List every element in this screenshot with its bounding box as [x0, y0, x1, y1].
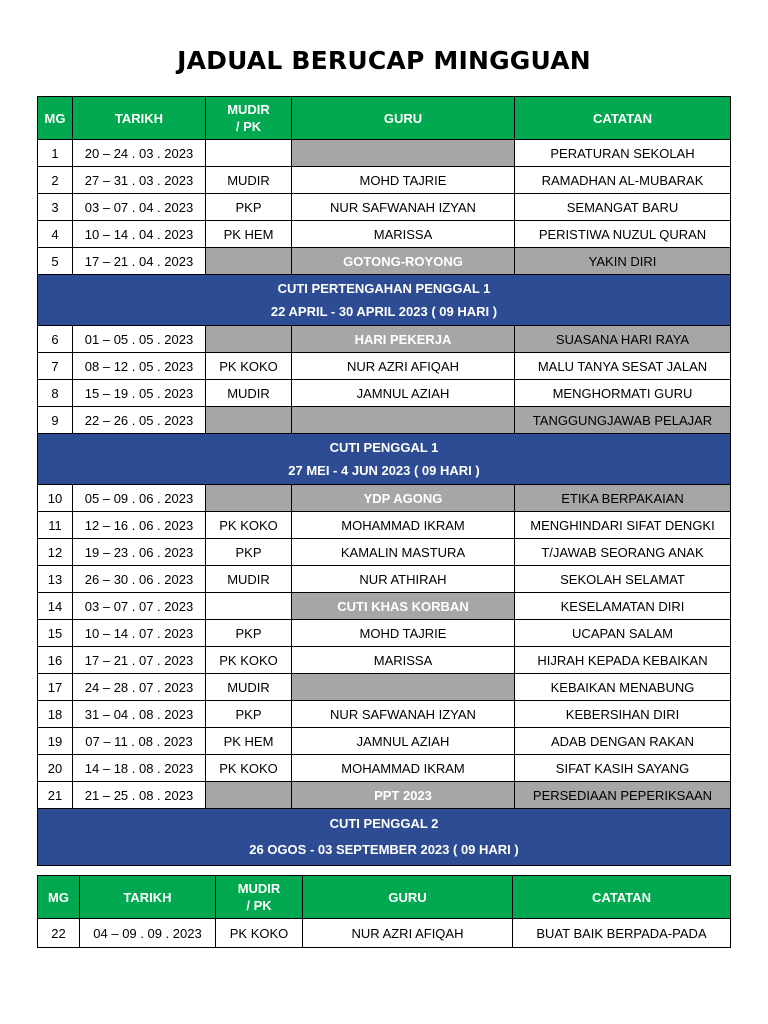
cell-catatan: SUASANA HARI RAYA [515, 326, 731, 353]
cell-tarikh: 24 – 28 . 07 . 2023 [73, 674, 206, 701]
cell-guru: NUR SAFWANAH IZYAN [292, 701, 515, 728]
table-row [38, 380, 731, 407]
cell-mudir: PK KOKO [206, 755, 292, 782]
cell-guru: NUR ATHIRAH [292, 566, 515, 593]
cell-mg: 1 [38, 140, 73, 167]
table-row [38, 407, 731, 434]
cell-mg: 12 [38, 539, 73, 566]
table-row [38, 194, 731, 221]
cell-guru: JAMNUL AZIAH [292, 728, 515, 755]
cell-catatan: MALU TANYA SESAT JALAN [515, 353, 731, 380]
cell-mg: 5 [38, 248, 73, 275]
table-row [38, 919, 731, 948]
cell-tarikh: 14 – 18 . 08 . 2023 [73, 755, 206, 782]
cell-tarikh: 15 – 19 . 05 . 2023 [73, 380, 206, 407]
cell-tarikh: 22 – 26 . 05 . 2023 [73, 407, 206, 434]
cell-mudir: PK HEM [206, 221, 292, 248]
cell-guru: MOHAMMAD IKRAM [292, 755, 515, 782]
cell-tarikh: 26 – 30 . 06 . 2023 [73, 566, 206, 593]
cell-tarikh: 05 – 09 . 06 . 2023 [73, 485, 206, 512]
cell-mudir [206, 140, 292, 167]
cell-guru: KAMALIN MASTURA [292, 539, 515, 566]
cell-catatan: ADAB DENGAN RAKAN [515, 728, 731, 755]
table-row [38, 620, 731, 647]
holiday-break [38, 434, 731, 485]
holiday-break-title: CUTI PENGGAL 2 [329, 816, 439, 831]
cell-tarikh: 08 – 12 . 05 . 2023 [73, 353, 206, 380]
cell-guru: MOHD TAJRIE [292, 167, 515, 194]
table-row [38, 221, 731, 248]
cell-mg: 18 [38, 701, 73, 728]
cell-catatan: MENGHINDARI SIFAT DENGKI [515, 512, 731, 539]
cell-mudir: MUDIR [206, 380, 292, 407]
cell-tarikh: 07 – 11 . 08 . 2023 [73, 728, 206, 755]
cell-catatan: HIJRAH KEPADA KEBAIKAN [515, 647, 731, 674]
table-row [38, 353, 731, 380]
table-row [38, 647, 731, 674]
cell-mg: 10 [38, 485, 73, 512]
cell-mudir: PKP [206, 194, 292, 221]
header-catatan: CATATAN [515, 97, 731, 140]
header-mudir-line2: / PK [235, 119, 262, 134]
schedule-table-continued [37, 875, 731, 948]
cell-guru [292, 140, 515, 167]
cell-catatan: BUAT BAIK BERPADA-PADA [513, 919, 731, 948]
cell-tarikh: 01 – 05 . 05 . 2023 [73, 326, 206, 353]
cell-mudir: PKP [206, 620, 292, 647]
cell-mg: 11 [38, 512, 73, 539]
cell-catatan: SEKOLAH SELAMAT [515, 566, 731, 593]
holiday-break-dates: 27 MEI - 4 JUN 2023 ( 09 HARI ) [288, 463, 480, 478]
holiday-break-row [38, 434, 731, 485]
cell-tarikh: 10 – 14 . 04 . 2023 [73, 221, 206, 248]
cell-mg: 17 [38, 674, 73, 701]
cell-catatan: MENGHORMATI GURU [515, 380, 731, 407]
table-row [38, 728, 731, 755]
cell-tarikh: 03 – 07 . 07 . 2023 [73, 593, 206, 620]
cell-mg: 9 [38, 407, 73, 434]
cell-guru: YDP AGONG [292, 485, 515, 512]
cell-mudir [206, 407, 292, 434]
table-row [38, 248, 731, 275]
holiday-break-title: CUTI PERTENGAHAN PENGGAL 1 [277, 281, 491, 296]
cell-catatan: ETIKA BERPAKAIAN [515, 485, 731, 512]
table-row [38, 674, 731, 701]
cell-mg: 15 [38, 620, 73, 647]
table-row [38, 140, 731, 167]
cell-mudir: PK KOKO [216, 919, 303, 948]
cell-catatan: PERSEDIAAN PEPERIKSAAN [515, 782, 731, 809]
cell-catatan: YAKIN DIRI [515, 248, 731, 275]
cell-tarikh: 03 – 07 . 04 . 2023 [73, 194, 206, 221]
cell-tarikh: 04 – 09 . 09 . 2023 [80, 919, 216, 948]
cell-catatan: PERATURAN SEKOLAH [515, 140, 731, 167]
cell-guru: MARISSA [292, 647, 515, 674]
cell-mudir: PK KOKO [206, 353, 292, 380]
cell-catatan: SEMANGAT BARU [515, 194, 731, 221]
cell-catatan: RAMADHAN AL-MUBARAK [515, 167, 731, 194]
cell-catatan: TANGGUNGJAWAB PELAJAR [515, 407, 731, 434]
cell-guru: PPT 2023 [292, 782, 515, 809]
cell-mg: 14 [38, 593, 73, 620]
table-row [38, 485, 731, 512]
cell-mudir: MUDIR [206, 566, 292, 593]
cell-mg: 8 [38, 380, 73, 407]
cell-guru: MOHD TAJRIE [292, 620, 515, 647]
cell-mudir: PK KOKO [206, 512, 292, 539]
table-header-row [38, 876, 731, 919]
cell-mg: 20 [38, 755, 73, 782]
cell-guru [292, 407, 515, 434]
header-tarikh: TARIKH [80, 876, 216, 919]
cell-guru: MARISSA [292, 221, 515, 248]
cell-mudir [206, 248, 292, 275]
cell-tarikh: 17 – 21 . 07 . 2023 [73, 647, 206, 674]
cell-mudir [206, 326, 292, 353]
header-mg: MG [38, 97, 73, 140]
table-row [38, 566, 731, 593]
header-guru: GURU [292, 97, 515, 140]
cell-guru: JAMNUL AZIAH [292, 380, 515, 407]
cell-mg: 16 [38, 647, 73, 674]
cell-mg: 7 [38, 353, 73, 380]
cell-mg: 22 [38, 919, 80, 948]
holiday-break [38, 275, 731, 326]
cell-tarikh: 20 – 24 . 03 . 2023 [73, 140, 206, 167]
cell-tarikh: 21 – 25 . 08 . 2023 [73, 782, 206, 809]
header-mudir [216, 876, 303, 919]
header-mudir-line1: MUDIR [237, 881, 281, 896]
holiday-break-row [38, 809, 731, 866]
cell-tarikh: 17 – 21 . 04 . 2023 [73, 248, 206, 275]
header-mudir-line2: / PK [246, 898, 272, 913]
cell-catatan: T/JAWAB SEORANG ANAK [515, 539, 731, 566]
holiday-break-row [38, 275, 731, 326]
cell-mg: 21 [38, 782, 73, 809]
cell-mudir: PK KOKO [206, 647, 292, 674]
cell-catatan: PERISTIWA NUZUL QURAN [515, 221, 731, 248]
schedule-table [37, 96, 731, 866]
cell-tarikh: 27 – 31 . 03 . 2023 [73, 167, 206, 194]
holiday-break-dates: 22 APRIL - 30 APRIL 2023 ( 09 HARI ) [270, 304, 498, 319]
table-row [38, 326, 731, 353]
cell-tarikh: 12 – 16 . 06 . 2023 [73, 512, 206, 539]
cell-guru: NUR AZRI AFIQAH [292, 353, 515, 380]
cell-catatan: UCAPAN SALAM [515, 620, 731, 647]
cell-guru: MOHAMMAD IKRAM [292, 512, 515, 539]
cell-catatan: KEBERSIHAN DIRI [515, 701, 731, 728]
cell-guru: CUTI KHAS KORBAN [292, 593, 515, 620]
header-mudir-line1: MUDIR [227, 102, 270, 117]
table-row [38, 512, 731, 539]
table-row [38, 167, 731, 194]
cell-catatan: SIFAT KASIH SAYANG [515, 755, 731, 782]
cell-guru [292, 674, 515, 701]
table-row [38, 755, 731, 782]
table-header-row [38, 97, 731, 140]
table-row [38, 782, 731, 809]
cell-mg: 19 [38, 728, 73, 755]
cell-mudir: MUDIR [206, 674, 292, 701]
cell-mudir [206, 782, 292, 809]
cell-guru: NUR AZRI AFIQAH [303, 919, 513, 948]
cell-mg: 2 [38, 167, 73, 194]
cell-mudir [206, 593, 292, 620]
header-tarikh: TARIKH [73, 97, 206, 140]
cell-mudir: PKP [206, 539, 292, 566]
cell-mudir [206, 485, 292, 512]
cell-tarikh: 31 – 04 . 08 . 2023 [73, 701, 206, 728]
header-guru: GURU [303, 876, 513, 919]
header-mudir [206, 97, 292, 140]
cell-catatan: KESELAMATAN DIRI [515, 593, 731, 620]
cell-mudir: PKP [206, 701, 292, 728]
cell-guru: HARI PEKERJA [292, 326, 515, 353]
cell-mg: 13 [38, 566, 73, 593]
cell-mg: 4 [38, 221, 73, 248]
cell-guru: NUR SAFWANAH IZYAN [292, 194, 515, 221]
cell-mg: 6 [38, 326, 73, 353]
header-catatan: CATATAN [513, 876, 731, 919]
table-row [38, 701, 731, 728]
holiday-break [38, 809, 731, 866]
cell-guru: GOTONG-ROYONG [292, 248, 515, 275]
holiday-break-dates: 26 OGOS - 03 SEPTEMBER 2023 ( 09 HARI ) [249, 842, 519, 857]
cell-tarikh: 10 – 14 . 07 . 2023 [73, 620, 206, 647]
table-row [38, 539, 731, 566]
cell-mg: 3 [38, 194, 73, 221]
table-row [38, 593, 731, 620]
cell-mudir: PK HEM [206, 728, 292, 755]
cell-catatan: KEBAIKAN MENABUNG [515, 674, 731, 701]
header-mg: MG [38, 876, 80, 919]
cell-mudir: MUDIR [206, 167, 292, 194]
holiday-break-title: CUTI PENGGAL 1 [329, 440, 439, 455]
page-title: JADUAL BERUCAP MINGGUAN [177, 46, 591, 75]
cell-tarikh: 19 – 23 . 06 . 2023 [73, 539, 206, 566]
